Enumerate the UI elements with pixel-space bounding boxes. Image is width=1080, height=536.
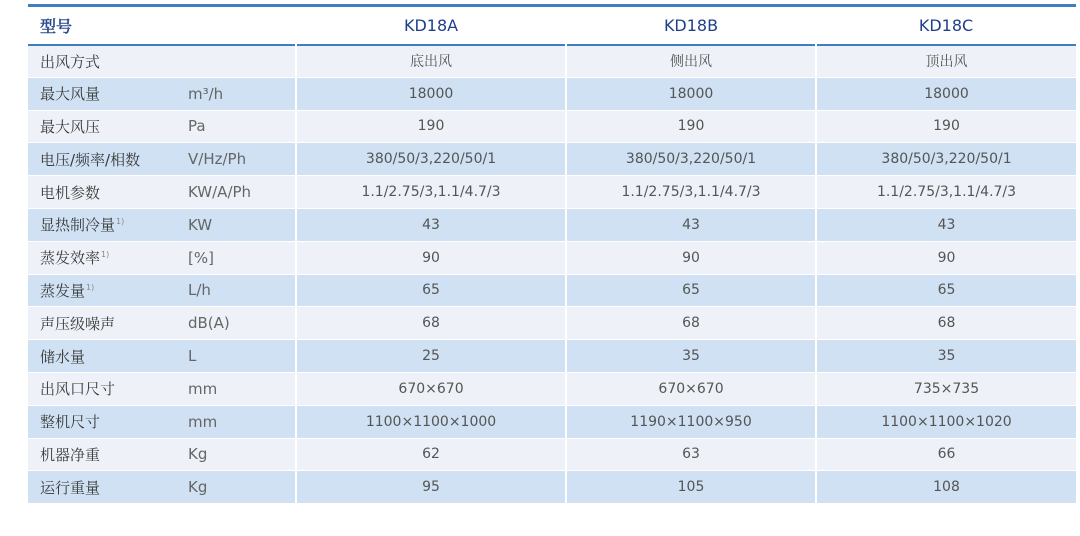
param-label: 整机尺寸	[40, 413, 101, 432]
table-row	[28, 77, 1076, 110]
value-cell-kd18b: 105	[566, 471, 816, 504]
param-cell	[28, 307, 180, 340]
param-cell	[28, 372, 180, 405]
param-label: 储水量	[40, 347, 86, 366]
param-label: 电压/频率/相数	[40, 150, 141, 169]
param-label: 最大风量	[40, 85, 101, 104]
value-cell-kd18c: 108	[816, 471, 1076, 504]
value-cell-kd18b: 1.1/2.75/3,1.1/4.7/3	[566, 176, 816, 209]
value-cell-kd18a: 670×670	[296, 372, 566, 405]
param-cell	[28, 274, 180, 307]
param-cell	[28, 77, 180, 110]
footnote-marker: 1)	[86, 282, 95, 292]
table-header	[28, 6, 1076, 45]
value-cell-kd18b: 18000	[566, 77, 816, 110]
unit-cell: [%]	[180, 241, 296, 274]
unit-cell: Pa	[180, 110, 296, 143]
value-cell-kd18b: 90	[566, 241, 816, 274]
value-cell-kd18c: 66	[816, 438, 1076, 471]
param-label: 运行重量	[40, 478, 101, 497]
value-cell-kd18c: 1.1/2.75/3,1.1/4.7/3	[816, 176, 1076, 209]
value-cell-kd18c: 65	[816, 274, 1076, 307]
param-cell	[28, 110, 180, 143]
header-model-a: KD18A	[403, 15, 459, 35]
table-row	[28, 110, 1076, 143]
value-cell-kd18c: 90	[816, 241, 1076, 274]
param-label: 出风方式	[40, 52, 101, 71]
value-cell-kd18a: 1100×1100×1000	[296, 405, 566, 438]
spec-table-container	[28, 4, 1076, 504]
table-row	[28, 405, 1076, 438]
param-cell	[28, 241, 180, 274]
footnote-marker: 1)	[116, 217, 125, 227]
unit-cell: L	[180, 340, 296, 373]
value-cell-kd18a: 1.1/2.75/3,1.1/4.7/3	[296, 176, 566, 209]
value-cell-kd18b: 380/50/3,220/50/1	[566, 143, 816, 176]
table-row	[28, 143, 1076, 176]
unit-cell: KW	[180, 208, 296, 241]
table-row	[28, 307, 1076, 340]
param-label: 显热制冷量	[40, 216, 116, 235]
param-cell	[28, 45, 180, 78]
value-cell-kd18c: 43	[816, 208, 1076, 241]
value-cell-kd18a: 25	[296, 340, 566, 373]
value-cell-kd18b: 侧出风	[566, 45, 816, 78]
unit-cell: L/h	[180, 274, 296, 307]
value-cell-kd18a: 90	[296, 241, 566, 274]
param-label: 蒸发量	[40, 281, 86, 300]
value-cell-kd18a: 62	[296, 438, 566, 471]
table-row	[28, 241, 1076, 274]
table-body	[28, 45, 1076, 504]
value-cell-kd18c: 1100×1100×1020	[816, 405, 1076, 438]
param-cell	[28, 340, 180, 373]
param-label: 出风口尺寸	[40, 380, 116, 399]
param-label: 蒸发效率	[40, 249, 101, 268]
unit-cell: dB(A)	[180, 307, 296, 340]
value-cell-kd18a: 43	[296, 208, 566, 241]
value-cell-kd18c: 380/50/3,220/50/1	[816, 143, 1076, 176]
value-cell-kd18c: 顶出风	[816, 45, 1076, 78]
unit-cell	[180, 45, 296, 78]
value-cell-kd18a: 190	[296, 110, 566, 143]
param-label: 声压级噪声	[40, 314, 116, 333]
param-cell	[28, 471, 180, 504]
table-row	[28, 208, 1076, 241]
value-cell-kd18a: 380/50/3,220/50/1	[296, 143, 566, 176]
value-cell-kd18a: 65	[296, 274, 566, 307]
value-cell-kd18b: 1190×1100×950	[566, 405, 816, 438]
param-cell	[28, 143, 180, 176]
unit-cell: mm	[180, 405, 296, 438]
table-row	[28, 340, 1076, 373]
value-cell-kd18c: 735×735	[816, 372, 1076, 405]
value-cell-kd18b: 35	[566, 340, 816, 373]
header-model-c: KD18C	[918, 15, 974, 35]
value-cell-kd18b: 43	[566, 208, 816, 241]
unit-cell: V/Hz/Ph	[180, 143, 296, 176]
value-cell-kd18c: 35	[816, 340, 1076, 373]
footnote-marker: 1)	[101, 250, 110, 260]
value-cell-kd18b: 65	[566, 274, 816, 307]
table-row	[28, 372, 1076, 405]
param-cell	[28, 438, 180, 471]
value-cell-kd18c: 18000	[816, 77, 1076, 110]
table-row	[28, 176, 1076, 209]
unit-cell: Kg	[180, 438, 296, 471]
value-cell-kd18c: 68	[816, 307, 1076, 340]
unit-cell: mm	[180, 372, 296, 405]
unit-cell: m³/h	[180, 77, 296, 110]
param-cell	[28, 208, 180, 241]
value-cell-kd18b: 63	[566, 438, 816, 471]
value-cell-kd18a: 18000	[296, 77, 566, 110]
value-cell-kd18b: 670×670	[566, 372, 816, 405]
header-model-b: KD18B	[663, 15, 719, 35]
param-cell	[28, 405, 180, 438]
header-row	[28, 6, 1076, 45]
unit-cell: Kg	[180, 471, 296, 504]
param-cell	[28, 176, 180, 209]
value-cell-kd18a: 95	[296, 471, 566, 504]
value-cell-kd18b: 190	[566, 110, 816, 143]
table-row	[28, 274, 1076, 307]
value-cell-kd18b: 68	[566, 307, 816, 340]
value-cell-kd18a: 68	[296, 307, 566, 340]
table-row	[28, 438, 1076, 471]
param-label: 最大风压	[40, 117, 101, 136]
param-label: 机器净重	[40, 445, 101, 464]
value-cell-kd18a: 底出风	[296, 45, 566, 78]
table-row	[28, 45, 1076, 78]
table-row	[28, 471, 1076, 504]
param-label: 电机参数	[40, 183, 101, 202]
unit-cell: KW/A/Ph	[180, 176, 296, 209]
header-param-label: 型号	[40, 16, 73, 36]
spec-table	[28, 4, 1076, 504]
value-cell-kd18c: 190	[816, 110, 1076, 143]
